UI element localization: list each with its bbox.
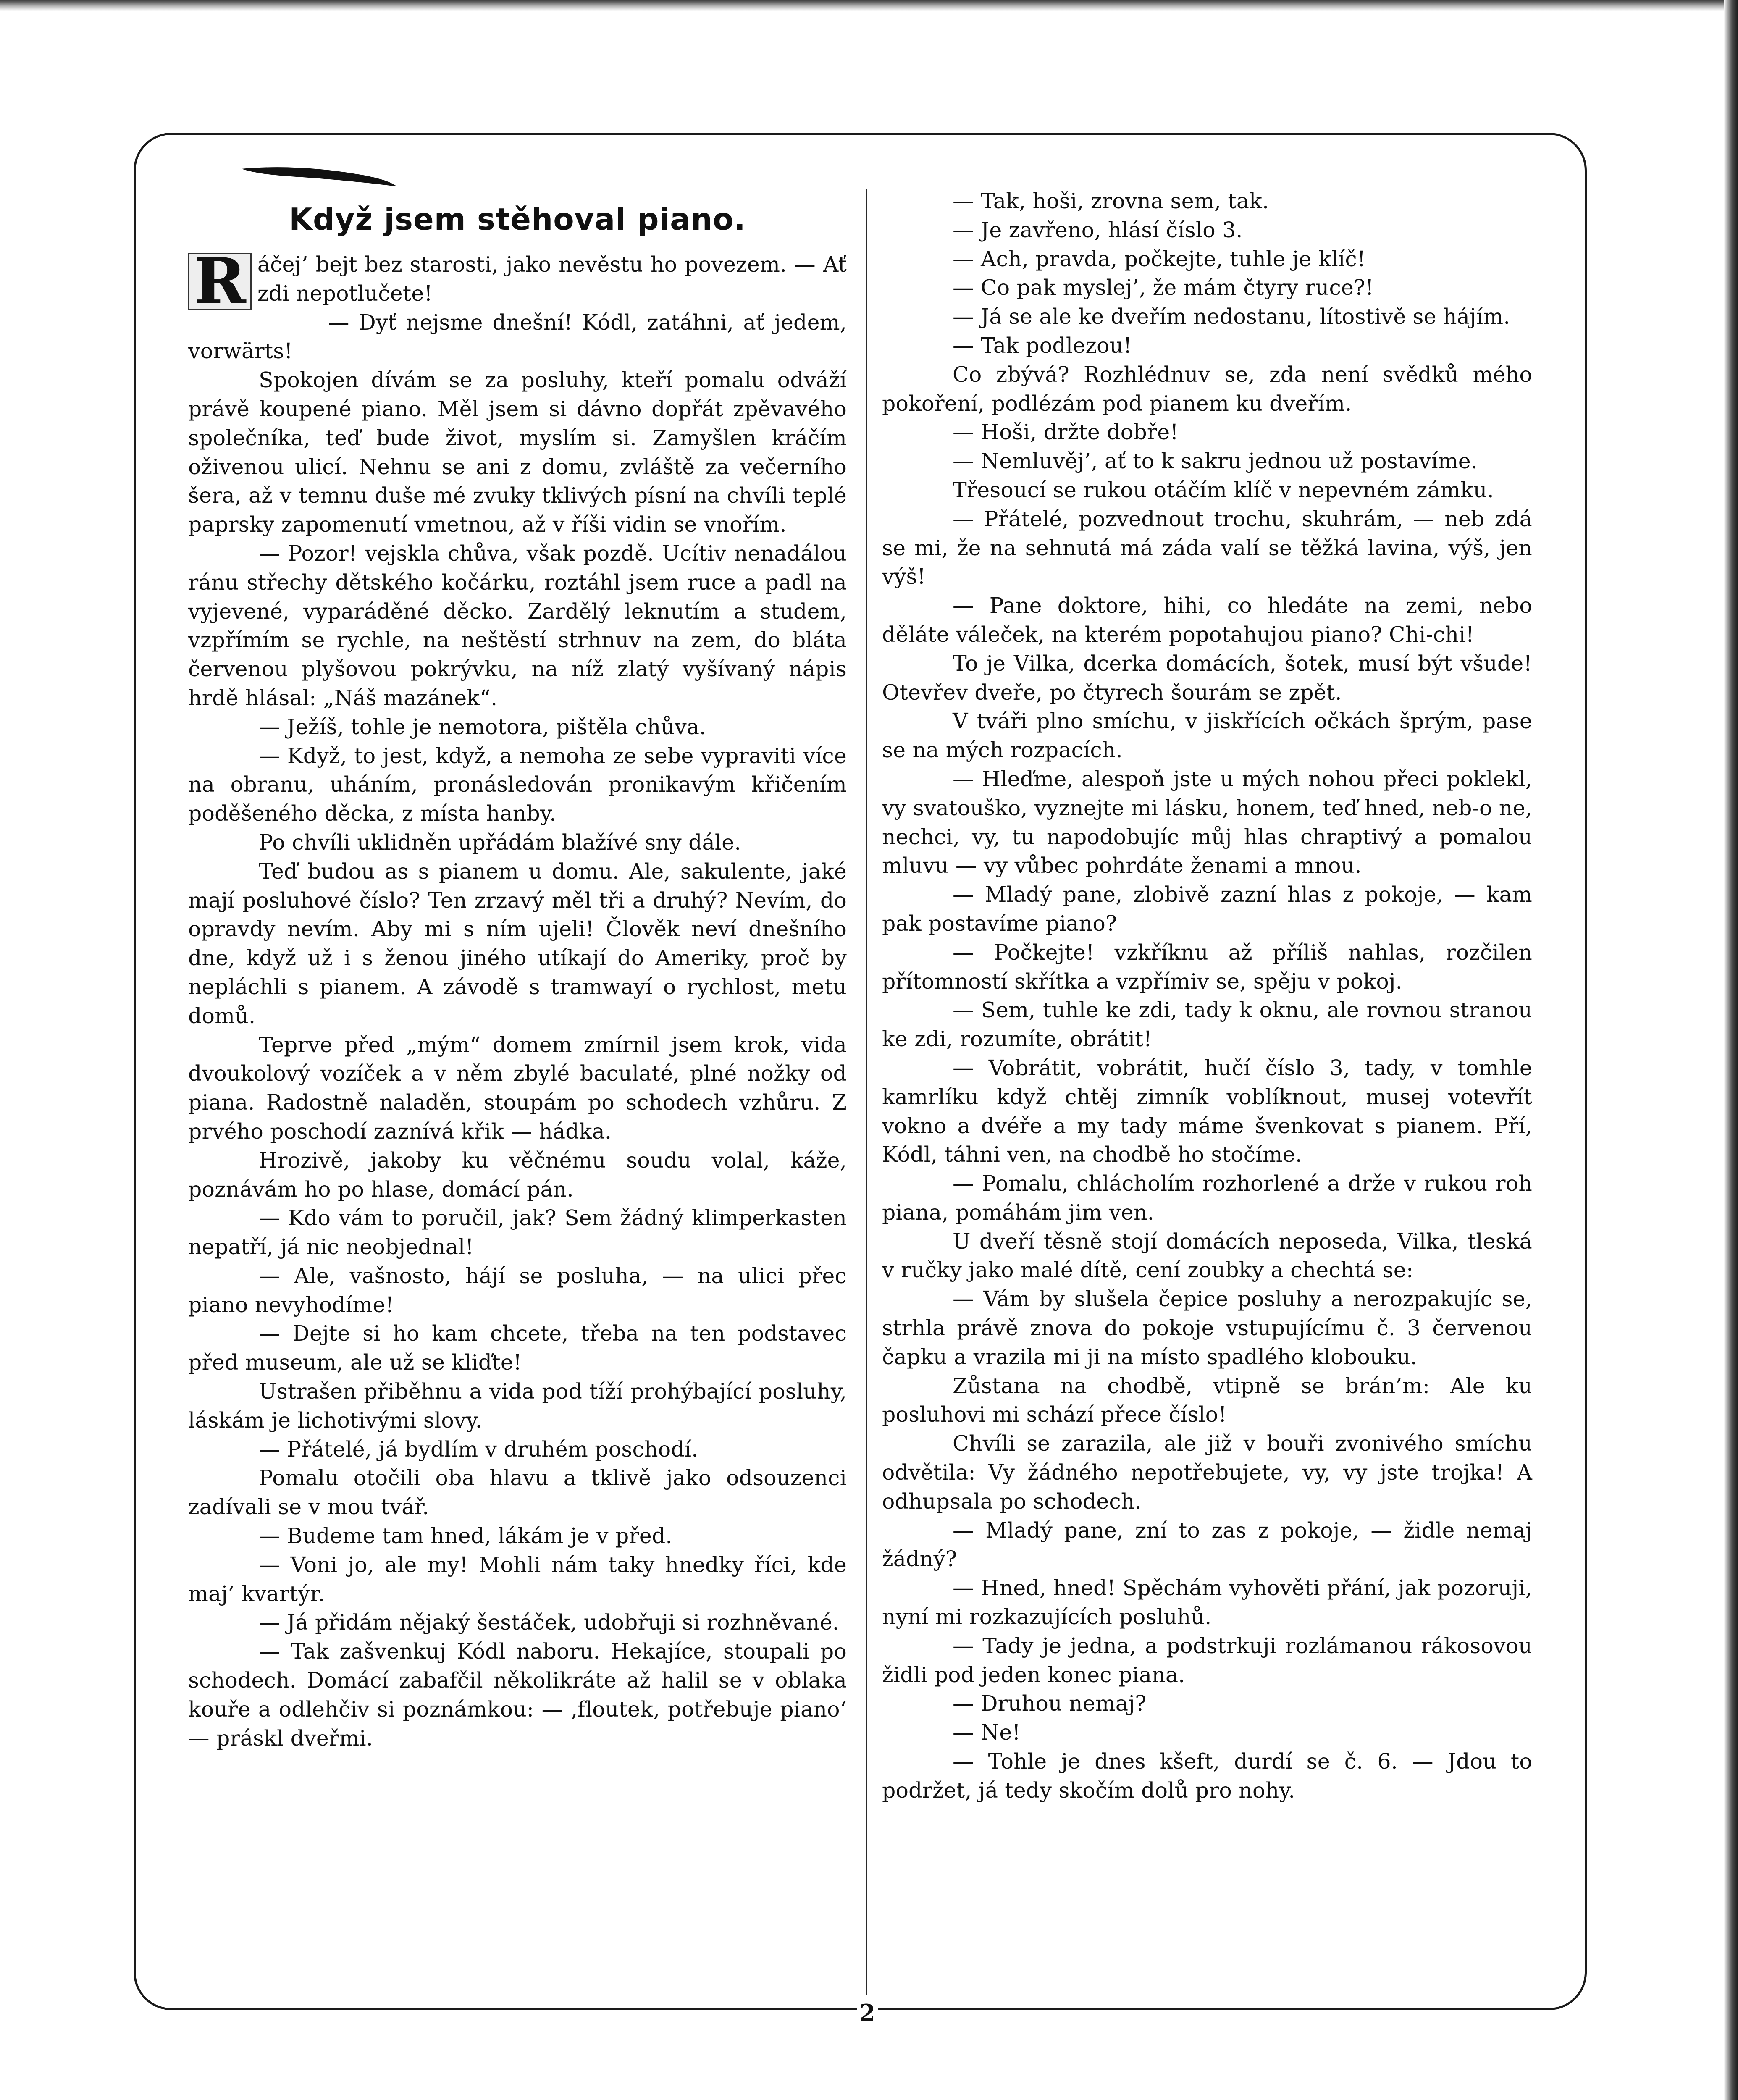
paragraph: — Mladý pane, zní to zas z pokoje, — židle nemaj žádný? (882, 1517, 1532, 1572)
paragraph: — Přátelé, pozvednout trochu, skuhrám, — neb zdá se mi, že na sehnutá má záda valí se těžká lavina, výš, jen výš! (882, 506, 1532, 589)
paragraph: — Kdo vám to poručil, jak? Sem žádný klimperkasten nepatří, já nic neobjednal! (188, 1205, 847, 1260)
paragraph: — Já se ale ke dveřím nedostanu, lítostivě se hájím. (953, 304, 1510, 329)
right-column (882, 187, 1532, 1805)
paragraph-text: áčej’ bejt bez starosti, jako nevěstu ho povezem. — Ať zdi nepotlučete! (257, 252, 847, 306)
paragraph: — Pozor! vejskla chůva, však pozdě. Ucítiv nenadálou ránu střechy dětského kočárku, roztáhl jsem ruce a padl na vyjevené, vyparáděné děcko. Zardělý leknutím a studem, vzpřímím se rychle, na neštěstí strhnuv na zem, do bláta červenou plyšovou pokrývku, na níž zlatý vyšívaný nápis hrdě hlásal: „Náš mazánek“. (188, 541, 847, 710)
left-paragraphs (188, 244, 847, 1753)
paragraph: — Vobrátit, vobrátit, hučí číslo 3, tady, v tomhle kamrlíku když chtěj zimník voblíknout, musej votevřít vokno a dvéře a my tady máme švenkovat s pianem. Pří, Kódl, táhni ven, na chodbě ho stočíme. (882, 1055, 1532, 1167)
paragraph: — Dejte si ho kam chcete, třeba na ten podstavec před museum, ale už se kliďte! (188, 1321, 847, 1375)
scan-edge-right (1724, 0, 1738, 2100)
paragraph: — Mladý pane, zlobivě zazní hlas z pokoje, — kam pak postavíme piano? (882, 882, 1532, 936)
paragraph: — Tak podlezou! (953, 333, 1132, 358)
paragraph: — Nemluvěj’, ať to k sakru jednou už postavíme. (953, 449, 1478, 474)
paragraph: — Přátelé, já bydlím v druhém poschodí. (259, 1436, 698, 1462)
paragraph: — Voni jo, ale my! Mohli nám taky hnedky říci, kde maj’ kvartýr. (188, 1552, 847, 1606)
paragraph: V tváři plno smíchu, v jiskřících očkách šprým, pase se na mých rozpacích. (882, 709, 1532, 763)
paragraph: — Tak, hoši, zrovna sem, tak. (953, 189, 1269, 213)
paragraph: Teprve před „mým“ domem zmírnil jsem krok, vida dvoukolový vozíček a v něm zbylé baculaté, plné nožky od piana. Radostně naladěn, stoupám po schodech vzhůru. Z prvého poschodí zaznívá křik — hádka. (188, 1032, 847, 1144)
paragraph: — Vám by slušela čepice posluhy a nerozpakujíc se, strhla právě znova do pokoje vstupujícímu č. 3 červenou čapku a vrazila mi ji na místo spadlého klobouku. (882, 1286, 1532, 1369)
page-number: 2 (857, 1999, 878, 2026)
paragraph: — Pane doktore, hihi, co hledáte na zemi, nebo děláte váleček, na kterém popotahujou piano? Chi-chi! (882, 593, 1532, 647)
paragraph: Spokojen dívám se za posluhy, kteří pomalu odváží právě koupené piano. Měl jsem si dávno dopřát zpěvavého společníka, teď bude život, myslím si. Zamyšlen kráčím oživenou ulicí. Nehnu se ani z domu, zvláště za večerního šera, až v temnu duše mé zvuky tklivých písní na chvíli teplé paprsky zapomenutí vmetnou, až v říši vidin se vnořím. (188, 368, 847, 537)
paragraph: — Druhou nemaj? (953, 1691, 1147, 1716)
paragraph: — Ale, vašnosto, hájí se posluha, — na ulici přec piano nevyhodíme! (188, 1263, 847, 1317)
paragraph: — Když, to jest, když, a nemoha ze sebe vypraviti více na obranu, uháním, pronásledován pronikavým křičením poděšeného děcka, z místa hanby. (188, 743, 847, 826)
paragraph: — Hned, hned! Spěchám vyhověti přání, jak pozoruji, nyní mi rozkazujících posluhů. (882, 1575, 1532, 1630)
paragraph: — Tak zašvenkuj Kódl naboru. Hekajíce, stoupali po schodech. Domácí zabafčil několikráte až halil se v oblaka kouře a odlehčiv si poznámkou: — ‚floutek, potřebuje piano‘ — práskl dveřmi. (188, 1639, 847, 1751)
scan-edge-top (0, 0, 1738, 11)
paragraph: Ustrašen přiběhnu a vida pod tíží prohýbající posluhy, láskám je lichotivými slovy. (188, 1379, 847, 1433)
column-divider (866, 189, 867, 1995)
paragraph: — Tady je jedna, a podstrkuji rozlámanou rákosovou židli pod jeden konec piana. (882, 1633, 1532, 1687)
paragraph: Třesoucí se rukou otáčím klíč v nepevném zámku. (953, 477, 1494, 502)
article-title: Když jsem stěhoval piano. (289, 202, 746, 237)
paragraph: Chvíli se zarazila, ale již v bouři zvonivého smíchu odvětila: Vy žádného nepotřebujete, vy, vy jste trojka! A odhupsala po schodech. (882, 1431, 1532, 1514)
paragraph: Pomalu otočili oba hlavu a tklivě jako odsouzenci zadívali se v mou tvář. (188, 1465, 847, 1520)
paragraph: — Co pak myslej’, že mám čtyry ruce?! (953, 275, 1374, 300)
paragraph: Po chvíli uklidněn upřádám blažívé sny dále. (259, 830, 741, 855)
paragraph: — Hoši, držte dobře! (953, 420, 1179, 445)
paragraph (188, 244, 847, 318)
paragraph: — Ne! (953, 1720, 1021, 1745)
drop-cap-letter: R (188, 253, 252, 310)
right-paragraphs (882, 187, 1532, 1805)
paragraph: — Tohle je dnes kšeft, durdí se č. 6. — Jdou to podržet, já tedy skočím dolů pro nohy. (882, 1749, 1532, 1803)
paragraph: — Hleďme, alespoň jste u mých nohou přeci poklekl, vy svatouško, vyznejte mi lásku, honem, teď hned, neb-o ne, nechci, vy, tu napodobujíc můj hlas chraptivý a pomalou mluvu — vy vůbec pohrdáte ženami a mnou. (882, 766, 1532, 878)
paragraph: — Pomalu, chlácholím rozhorlené a drže v rukou roh piana, pomáhám jim ven. (882, 1171, 1532, 1225)
title-swash-ornament (239, 163, 399, 188)
paragraph: U dveří těsně stojí domácích neposeda, Vilka, tleská v ručky jako malé dítě, cení zoubky a chechtá se: (882, 1228, 1532, 1283)
paragraph: Hrozivě, jakoby ku věčnému soudu volal, káže, poznávám ho po hlase, domácí pán. (188, 1147, 847, 1202)
paragraph: — Budeme tam hned, lákám je v před. (259, 1523, 672, 1549)
left-column (188, 198, 847, 1753)
paragraph: — Ježíš, tohle je nemotora, pištěla chůva. (259, 714, 706, 739)
paragraph: — Dyť nejsme dnešní! Kódl, zatáhni, ať jedem, vorwärts! (188, 310, 847, 364)
paragraph: — Já přidám nějaký šestáček, udobřuji si rozhněvané. (259, 1610, 840, 1635)
paragraph: To je Vilka, dcerka domácích, šotek, musí být všude! Otevřev dveře, po čtyrech šourám se zpět. (882, 651, 1532, 705)
paragraph: — Ach, pravda, počkejte, tuhle je klíč! (953, 246, 1366, 271)
paragraph: — Počkejte! vzkříknu až příliš nahlas, rozčilen přítomností skřítka a vzpřímiv se, spěju v pokoj. (882, 940, 1532, 994)
paragraph: — Sem, tuhle ke zdi, tady k oknu, ale rovnou stranou ke zdi, rozumíte, obrátit! (882, 998, 1532, 1052)
paragraph: Zůstana na chodbě, vtipně se brán’m: Ale ku posluhovi mi schází přece číslo! (882, 1373, 1532, 1427)
paragraph: — Je zavřeno, hlásí číslo 3. (953, 217, 1243, 242)
paragraph: Co zbývá? Rozhlédnuv se, zda není svědků mého pokoření, podlézám pod pianem ku dveřím. (882, 362, 1532, 416)
paragraph: Teď budou as s pianem u domu. Ale, sakulente, jaké mají posluhové číslo? Ten zrzavý měl tři a druhý? Nevím, do opravdy nevím. Aby mi s ním ujeli! Člověk neví dnešního dne, když už i s ženou jiného utíkají do Ameriky, proč by nepláchli s pianem. A závodě s tramwayí o rychlost, metu domů. (188, 858, 847, 1028)
